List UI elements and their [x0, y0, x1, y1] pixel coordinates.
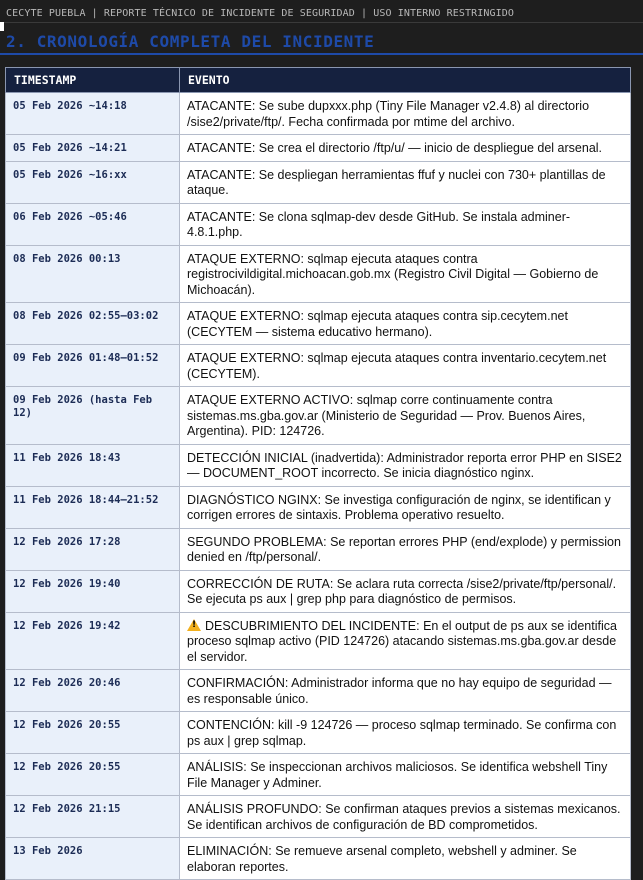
event-cell: ATACANTE: Se sube dupxxx.php (Tiny File Manager v2.4.8) al directorio /sise2/private/ftp/. Fecha confirmada por mtime del archivo.: [180, 93, 631, 135]
text-cursor-marker: [0, 22, 4, 31]
event-cell: [180, 612, 631, 670]
table-row: [6, 245, 631, 303]
event-cell: ELIMINACIÓN: Se remueve arsenal completo, webshell y adminer. Se elaboran reportes.: [180, 838, 631, 880]
table-row: [6, 528, 631, 570]
table-row: [6, 161, 631, 203]
timestamp-cell: 11 Feb 2026 18:44–21:52: [6, 486, 180, 528]
table-row: [6, 93, 631, 135]
event-cell: ATAQUE EXTERNO: sqlmap ejecuta ataques contra inventario.cecytem.net (CECYTEM).: [180, 345, 631, 387]
event-cell: ATAQUE EXTERNO: sqlmap ejecuta ataques contra registrocivildigital.michoacan.gob.mx (Registro Civil Digital — Gobierno de Michoacán).: [180, 245, 631, 303]
table-row: [6, 796, 631, 838]
timestamp-cell: 12 Feb 2026 20:46: [6, 670, 180, 712]
table-row: [6, 712, 631, 754]
event-cell: ATACANTE: Se despliegan herramientas ffuf y nuclei con 730+ plantillas de ataque.: [180, 161, 631, 203]
table-row: [6, 838, 631, 880]
timestamp-cell: 05 Feb 2026 ~14:21: [6, 135, 180, 162]
event-text: DESCUBRIMIENTO DEL INCIDENTE: En el output de ps aux se identifica proceso sqlmap activo (PID 124726) atacando sistemas.ms.gba.gov.ar desde el servidor.: [187, 618, 617, 664]
table-row: [6, 612, 631, 670]
table-row: [6, 387, 631, 445]
table-row: [6, 203, 631, 245]
event-cell: ATAQUE EXTERNO ACTIVO: sqlmap corre continuamente contra sistemas.ms.gba.gov.ar (Ministerio de Seguridad — Prov. Buenos Aires, Argentina). PID: 124726.: [180, 387, 631, 445]
timestamp-cell: 09 Feb 2026 01:48–01:52: [6, 345, 180, 387]
column-header-timestamp: TIMESTAMP: [6, 68, 180, 93]
event-cell: ATAQUE EXTERNO: sqlmap ejecuta ataques contra sip.cecytem.net (CECYTEM — sistema educativo hermano).: [180, 303, 631, 345]
column-header-evento: EVENTO: [180, 68, 631, 93]
section-title: 2. CRONOLOGÍA COMPLETA DEL INCIDENTE: [0, 23, 643, 55]
table-row: [6, 670, 631, 712]
table-row: [6, 444, 631, 486]
timestamp-cell: 05 Feb 2026 ~14:18: [6, 93, 180, 135]
timestamp-cell: 12 Feb 2026 21:15: [6, 796, 180, 838]
timestamp-cell: 08 Feb 2026 02:55–03:02: [6, 303, 180, 345]
timestamp-cell: 12 Feb 2026 20:55: [6, 754, 180, 796]
event-cell: ANÁLISIS PROFUNDO: Se confirman ataques previos a sistemas mexicanos. Se identifican archivos de configuración de BD comprometidos.: [180, 796, 631, 838]
timestamp-cell: 12 Feb 2026 20:55: [6, 712, 180, 754]
timestamp-cell: 12 Feb 2026 17:28: [6, 528, 180, 570]
incident-timeline-table: [5, 67, 631, 880]
timestamp-cell: 06 Feb 2026 ~05:46: [6, 203, 180, 245]
event-cell: SEGUNDO PROBLEMA: Se reportan errores PHP (end/explode) y permission denied en /ftp/personal/.: [180, 528, 631, 570]
warning-icon: [187, 619, 201, 631]
table-row: [6, 303, 631, 345]
table-row: [6, 754, 631, 796]
timestamp-cell: 12 Feb 2026 19:40: [6, 570, 180, 612]
timestamp-cell: 11 Feb 2026 18:43: [6, 444, 180, 486]
event-cell: ATACANTE: Se crea el directorio /ftp/u/ — inicio de despliegue del arsenal.: [180, 135, 631, 162]
table-row: [6, 345, 631, 387]
timestamp-cell: 13 Feb 2026: [6, 838, 180, 880]
timestamp-cell: 09 Feb 2026 (hasta Feb 12): [6, 387, 180, 445]
table-header-row: [6, 68, 631, 93]
timestamp-cell: 05 Feb 2026 ~16:xx: [6, 161, 180, 203]
table-row: [6, 486, 631, 528]
timestamp-cell: 12 Feb 2026 19:42: [6, 612, 180, 670]
event-cell: DIAGNÓSTICO NGINX: Se investiga configuración de nginx, se identifican y corrigen errores de sintaxis. Problema operativo resuelto.: [180, 486, 631, 528]
event-cell: DETECCIÓN INICIAL (inadvertida): Administrador reporta error PHP en SISE2 — DOCUMENT_ROOT incorrecto. Se inicia diagnóstico nginx.: [180, 444, 631, 486]
page-header: CECYTE PUEBLA | REPORTE TÉCNICO DE INCIDENTE DE SEGURIDAD | USO INTERNO RESTRINGIDO: [0, 0, 643, 23]
table-row: [6, 570, 631, 612]
table-row: [6, 135, 631, 162]
event-cell: ANÁLISIS: Se inspeccionan archivos maliciosos. Se identifica webshell Tiny File Manager y Adminer.: [180, 754, 631, 796]
event-cell: CORRECCIÓN DE RUTA: Se aclara ruta correcta /sise2/private/ftp/personal/. Se ejecuta ps aux | grep php para diagnóstico de permisos.: [180, 570, 631, 612]
event-cell: CONTENCIÓN: kill -9 124726 — proceso sqlmap terminado. Se confirma con ps aux | grep sqlmap.: [180, 712, 631, 754]
event-cell: ATACANTE: Se clona sqlmap-dev desde GitHub. Se instala adminer-4.8.1.php.: [180, 203, 631, 245]
event-cell: CONFIRMACIÓN: Administrador informa que no hay equipo de seguridad — es responsable único.: [180, 670, 631, 712]
timestamp-cell: 08 Feb 2026 00:13: [6, 245, 180, 303]
